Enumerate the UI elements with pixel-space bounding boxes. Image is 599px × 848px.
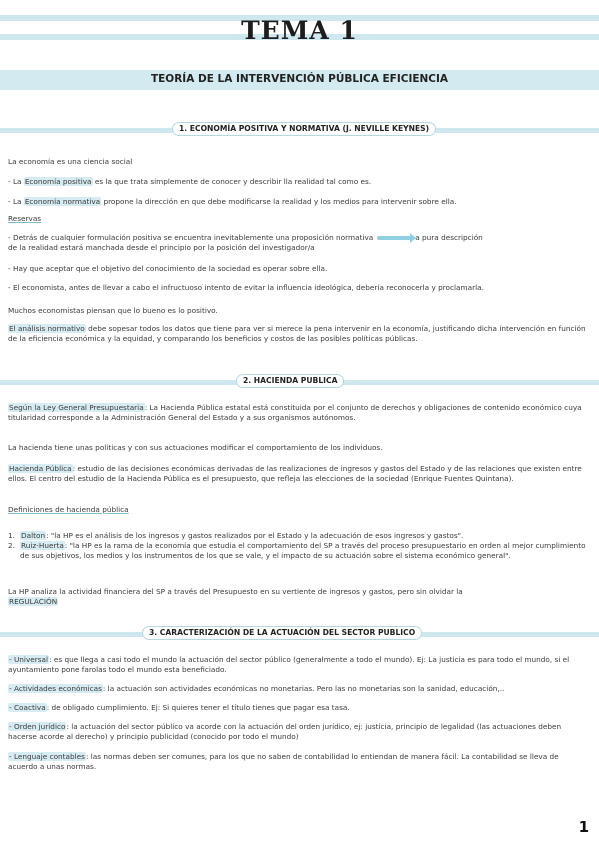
section-1-heading: 1. ECONOMÍA POSITIVA Y NORMATIVA (J. NEVILLE KEYNES)	[172, 122, 436, 136]
s2-hacienda-text: : estudio de las decisiones económicas derivadas de las realizaciones de ingresos y gastos del Estado y de las relaciones que existen entre ellos. El centro del estudio de la Hacienda Pública es el presupuesto, que refleja las elecciones de la sociedad (Enrique Fuentes Quintana).	[8, 464, 582, 483]
s2-def-2-text: : "la HP es la rama de la economía que estudia el comportamiento del SP a través del proceso presupuestario en orden al mejor cumplimiento de sus objetivos, los medios y los instrumentos de los que se vale, y el impacto de su actuación sobre el sistema económico general".	[20, 541, 586, 560]
s2-regulacion-term: REGULACIÓN	[9, 596, 58, 606]
s2-regulacion	[8, 587, 590, 606]
s3-lenguaje-text: : las normas deben ser comunes, para los que no saben de contabilidad lo entiendan de manera fácil. La contabilidad se lleva de acuerdo a unas normas.	[8, 752, 559, 771]
arrow-right-icon	[377, 236, 411, 240]
s2-regulacion-text: La HP analiza la actividad financiera del SP a través del Presupuesto en su vertiente de ingresos y gastos, pero sin olvidar la	[8, 587, 463, 596]
s2-defs-label: Definiciones de hacienda pública	[8, 505, 129, 514]
s2-def-2-num: 2.	[8, 541, 15, 550]
section-3-heading: 3. CARACTERIZACIÓN DE LA ACTUACIÓN DEL SECTOR PUBLICO	[142, 626, 422, 640]
s1-positive-term: Economía positiva	[24, 177, 92, 186]
s1-intro: La economía es una ciencia social	[8, 157, 133, 166]
s2-def-1-text: : "la HP es el análisis de los ingresos y gastos realizados por el Estado y la adecuación de esos ingresos y gastos".	[46, 531, 464, 540]
s2-defs	[8, 505, 590, 515]
s2-ley-term: Según la Ley General Presupuestaria	[9, 403, 144, 412]
s1-reserva-2: - Hay que aceptar que el objetivo del conocimiento de la sociedad es operar sobre ella.	[8, 264, 328, 273]
s3-orden-text: : la actuación del sector público va acorde con la actuación del orden jurídico, ej: justicia, principio de legalidad (las actuaciones deben hacerse acorde al derecho) y principio publicidad (conocido por todo el mundo)	[8, 722, 562, 741]
s1-normative-analysis-text: debe sopesar todos los datos que tiene para ver si merece la pena intervenir en la economía, justificando dicha intervención en función de la eficiencia económica y la equidad, y comparando los beneficios y costos de las posibles políticas públicas.	[8, 324, 586, 343]
page-number: 1	[578, 818, 589, 837]
s1-positive-note: Muchos economistas piensan que lo bueno es lo positivo.	[8, 306, 218, 315]
s2-ley	[8, 403, 590, 422]
s3-coactiva-term: - Coactiva	[9, 703, 46, 712]
s3-universal-text: : es que llega a casi todo el mundo la actuación del sector público (generalmente a todo el mundo). Ej: La justicia es para todo el mundo, si el ayuntamiento pone farolas todo el mundo esta beneficiado.	[8, 655, 570, 674]
s1-reserva-3: - El economista, antes de llevar a cabo el infructuoso intento de evitar la influencia ideológica, debería reconocerla y proclamarla.	[8, 283, 484, 292]
s3-actividades	[8, 684, 590, 694]
s3-actividades-text: : la actuación son actividades económicas no monetarias. Pero las no monetarias son la sanidad, educación,..	[102, 684, 505, 693]
s2-politicas: La hacienda tiene unas políticas y con sus actuaciones modificar el comportamiento de los individuos.	[8, 443, 383, 452]
s1-reservas-label: Reservas	[8, 214, 42, 223]
s3-orden-term: - Orden jurídico	[9, 722, 66, 731]
s2-def-1-author: Dalton	[21, 531, 46, 540]
s3-universal-term: - Universal	[9, 655, 49, 664]
section-2-heading: 2. HACIENDA PUBLICA	[236, 374, 344, 388]
page-title: TEMA 1	[241, 16, 358, 45]
s1-normative-term: Economía normativa	[24, 197, 101, 206]
s1-normative-analysis	[8, 324, 590, 343]
s3-coactiva	[8, 703, 590, 713]
s2-def-1-num: 1.	[8, 531, 15, 540]
s2-def-1	[8, 531, 590, 541]
s3-actividades-term: - Actividades económicas	[9, 684, 102, 693]
s3-universal	[8, 655, 590, 674]
s1-positive-dash: - La	[8, 177, 24, 186]
s1-normative-analysis-term: El análisis normativo	[9, 324, 85, 333]
s1-normative	[8, 197, 590, 207]
s1-reservas	[8, 214, 590, 224]
page-subtitle: TEORÍA DE LA INTERVENCIÓN PÚBLICA EFICIENCIA	[150, 73, 449, 85]
s1-reserva-1	[8, 233, 590, 252]
s1-positive	[8, 177, 590, 187]
title-band	[0, 13, 599, 43]
s3-coactiva-text: : de obligado cumplimiento. Ej: Si quieres tener el título tienes que pagar esa tasa.	[46, 703, 350, 712]
s2-def-2-author: Ruiz-Huerta	[21, 541, 64, 550]
s3-lenguaje-term: - Lenguaje contables	[9, 752, 85, 761]
s1-reserva-1-c: de la realidad estará manchada desde el principio por la posición del investigador/a	[8, 242, 315, 252]
s3-lenguaje	[8, 752, 590, 771]
s1-positive-text: es la que trata simplemente de conocer y describir lla realidad tal como es.	[92, 177, 372, 186]
s2-def-2	[8, 541, 590, 560]
s1-reserva-1-a: - Detrás de cualquier formulación positiva se encuentra inevitablemente una proposición normativa	[8, 233, 374, 242]
s1-normative-text: propone la dirección en que debe modificarse la realidad y los medios para intervenir sobre ella.	[101, 197, 457, 206]
s2-hacienda-term: Hacienda Pública	[9, 464, 72, 473]
s3-orden	[8, 722, 590, 741]
s1-normative-dash: - La	[8, 197, 24, 206]
s1-reserva-1-b: a pura descripción	[415, 233, 483, 242]
s2-hacienda	[8, 464, 590, 483]
s2-ley-text: : La Hacienda Pública estatal está constituida por el conjunto de derechos y obligaciones de contenido económico cuya titularidad corresponde a la Administración General del Estado y a sus organismos autónomos.	[8, 403, 582, 422]
